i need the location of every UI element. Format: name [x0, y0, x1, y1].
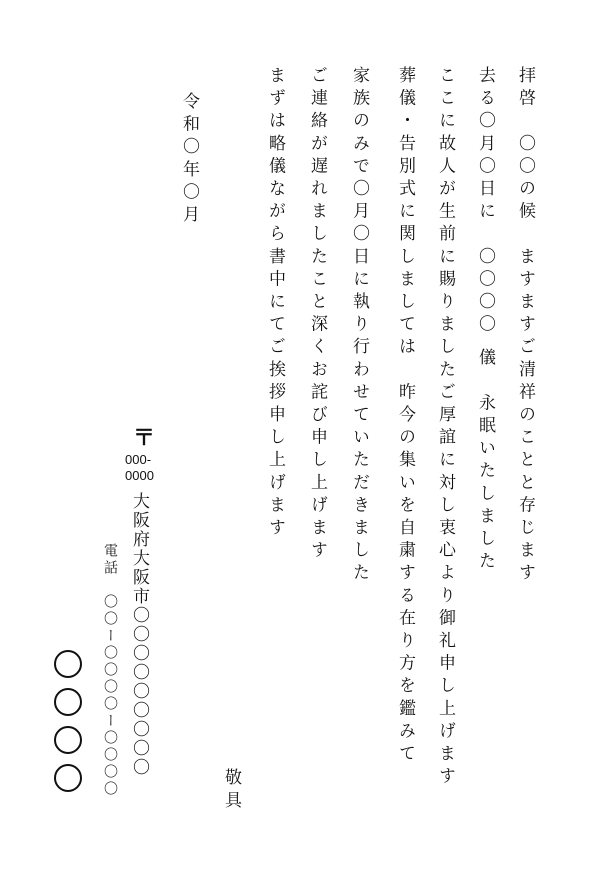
body-line-5: 家族のみで〇月〇日に執り行わせていただきました [349, 66, 369, 586]
name-circle [54, 688, 82, 716]
body-line-4: 葬儀・告別式に関しましては 昨今の集いを自粛する在り方を鑑みて [395, 66, 415, 767]
body-line-1: 拝啓 〇〇の候 ますますご清祥のことと存じます [515, 66, 535, 586]
postal-mark: 〒 [133, 426, 156, 451]
body-line-2: 去る〇月〇日に 〇〇〇〇 儀 永眠いたしました [475, 66, 495, 575]
name-circle [54, 650, 82, 678]
sender-phone: 電話 〇〇ー〇〇〇〇ー〇〇〇〇 [102, 543, 118, 798]
postal-code: 000-0000 [125, 452, 154, 483]
closing-keigu: 敬具 [221, 768, 241, 814]
name-circle [54, 764, 82, 792]
sender-address: 大阪府大阪市〇〇〇〇〇〇〇〇〇 [129, 492, 149, 777]
body-line-3: ここに故人が生前に賜りましたご厚誼に対し衷心より御礼申し上げます [435, 66, 455, 790]
body-line-7: まずは略儀ながら書中にてご挨拶申し上げます [265, 66, 285, 541]
date-line: 令和〇年〇月 [179, 92, 199, 228]
name-circle [54, 726, 82, 754]
body-line-6: ご連絡が遅れましたこと深くお詫び申し上げます [307, 66, 327, 564]
sender-name [54, 650, 82, 792]
